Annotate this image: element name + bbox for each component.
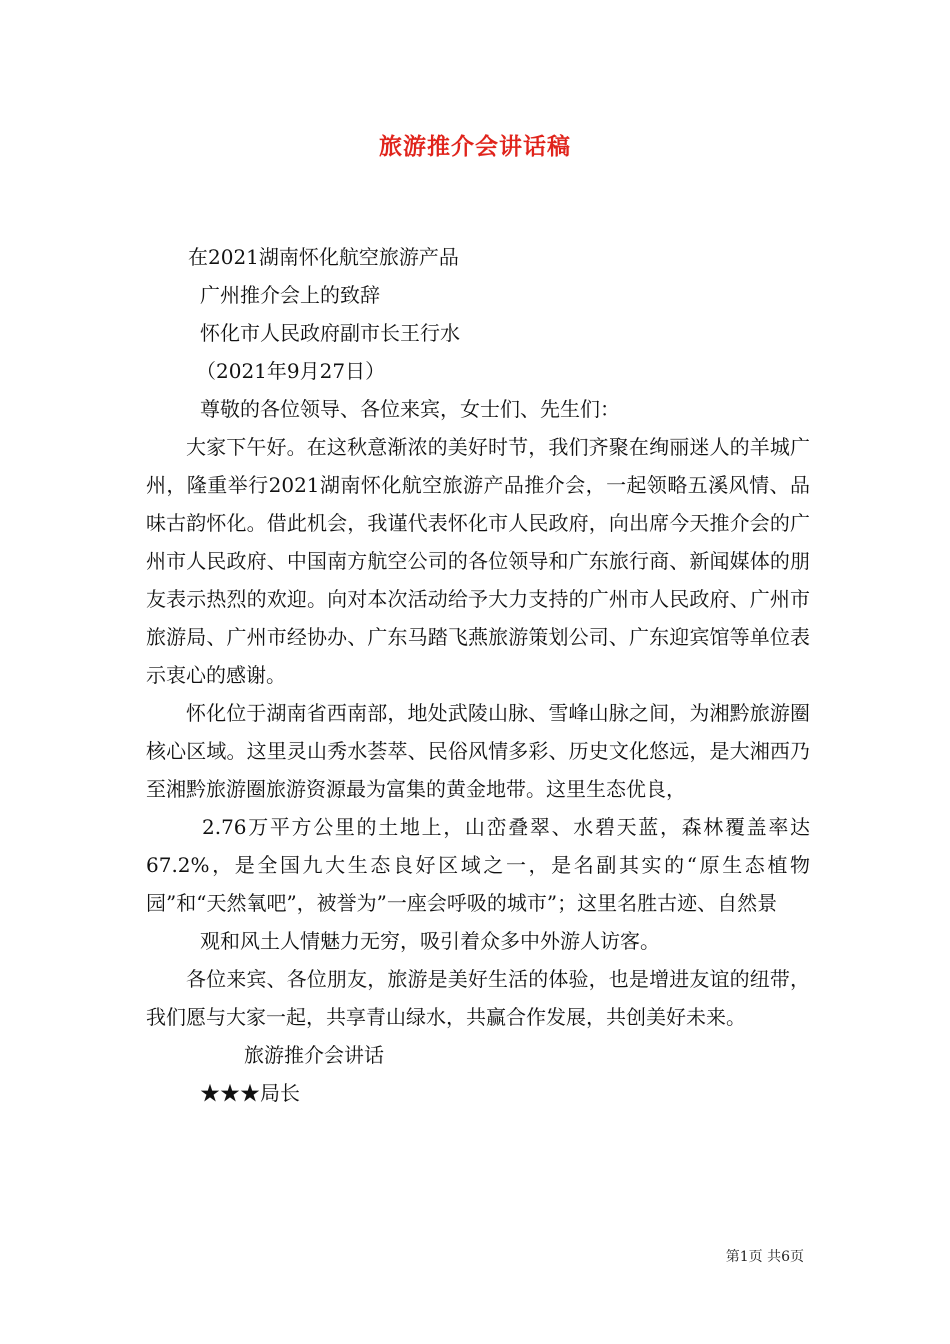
date-line: （2021年9月27日） bbox=[196, 359, 386, 383]
second-speech-speaker: ★★★局长 bbox=[200, 1081, 300, 1105]
second-speech-title: 旅游推介会讲话 bbox=[244, 1043, 384, 1067]
paragraph-huaihua-intro: 怀化位于湖南省西南部，地处武陵山脉、雪峰山脉之间，为湘黔旅游圈核心区域。这里灵山秀水荟萃、民俗风情多彩、历史文化悠远，是大湘西乃至湘黔旅游圈旅游资源最为富集的黄金地带。这里生态优良， bbox=[146, 701, 810, 801]
paragraph-ecology: 2.76万平方公里的土地上，山峦叠翠、水碧天蓝，森林覆盖率达67.2%，是全国九大生态良好区域之一，是名副其实的“原生态植物园”和“天然氧吧”，被誉为”一座会呼吸的城市”；这里名胜古迹、自然景 bbox=[146, 815, 810, 915]
paragraph-closing: 各位来宾、各位朋友，旅游是美好生活的体验，也是增进友谊的纽带，我们愿与大家一起，共享青山绿水，共赢合作发展，共创美好未来。 bbox=[146, 967, 810, 1029]
speaker-line: 怀化市人民政府副市长王行水 bbox=[200, 321, 460, 345]
paragraph-welcome: 大家下午好。在这秋意渐浓的美好时节，我们齐聚在绚丽迷人的羊城广州，隆重举行2021湖南怀化航空旅游产品推介会，一起领略五溪风情、品味古韵怀化。借此机会，我谨代表怀化市人民政府，向出席今天推介会的广州市人民政府、中国南方航空公司的各位领导和广东旅行商、新闻媒体的朋友表示热烈的欢迎。向对本次活动给予大力支持的广州市人民政府、广州市旅游局、广州市经协办、广东马踏飞燕旅游策划公司、广东迎宾馆等单位表示衷心的感谢。 bbox=[146, 435, 810, 687]
speech-subtitle-line: 广州推介会上的致辞 bbox=[200, 283, 380, 307]
page-number: 第1页 共6页 bbox=[725, 1249, 804, 1265]
speech-event-line: 在2021湖南怀化航空旅游产品 bbox=[188, 245, 459, 269]
document-body bbox=[146, 238, 810, 1112]
paragraph-attractions: 观和风土人情魅力无穷，吸引着众多中外游人访客。 bbox=[200, 929, 660, 953]
document-title: 旅游推介会讲话稿 bbox=[379, 133, 571, 160]
salutation-line: 尊敬的各位领导、各位来宾，女士们、先生们： bbox=[200, 397, 620, 421]
